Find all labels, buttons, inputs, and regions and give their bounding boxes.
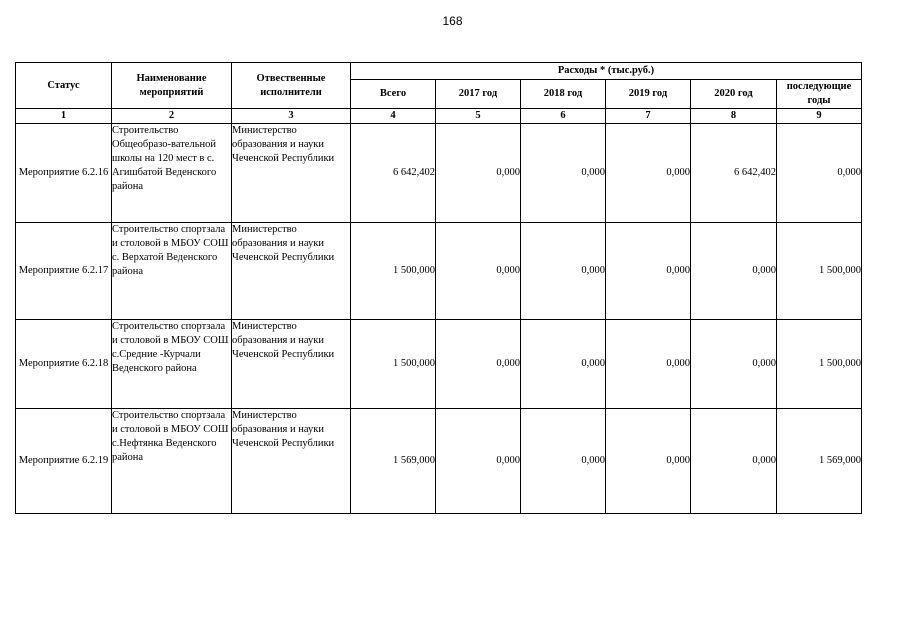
table-row [16, 320, 862, 409]
y2017-cell: 0,000 [436, 223, 521, 320]
total-cell: 1 500,000 [351, 223, 436, 320]
header-expenses: Расходы * (тыс.руб.) [351, 63, 862, 80]
y2018-cell: 0,000 [521, 124, 606, 223]
status-cell: Мероприятие 6.2.16 [16, 124, 112, 223]
header-name: Наименование мероприятий [112, 63, 232, 109]
y2019-cell: 0,000 [606, 223, 691, 320]
column-number: 5 [436, 109, 521, 124]
following-cell: 1 569,000 [777, 409, 862, 514]
y2020-cell: 6 642,402 [691, 124, 777, 223]
status-cell: Мероприятие 6.2.19 [16, 409, 112, 514]
executor-cell: Министерство образования и науки Чеченской Республики [232, 409, 351, 514]
name-cell: Строительство Общеобразо-вательной школы на 120 мест в с. Агишбатой Веденского района [112, 124, 232, 223]
header-2019: 2019 год [606, 80, 691, 109]
table-row [16, 223, 862, 320]
column-number: 4 [351, 109, 436, 124]
y2017-cell: 0,000 [436, 320, 521, 409]
header-following: последующие годы [777, 80, 862, 109]
table-row [16, 124, 862, 223]
following-cell: 1 500,000 [777, 320, 862, 409]
column-number: 2 [112, 109, 232, 124]
header-row [16, 63, 862, 80]
executor-cell: Министерство образования и науки Чеченской Республики [232, 223, 351, 320]
y2018-cell: 0,000 [521, 320, 606, 409]
following-cell: 1 500,000 [777, 223, 862, 320]
y2018-cell: 0,000 [521, 409, 606, 514]
column-number: 3 [232, 109, 351, 124]
executor-cell: Министерство образования и науки Чеченской Республики [232, 320, 351, 409]
header-executors: Отвественные исполнители [232, 63, 351, 109]
column-number: 1 [16, 109, 112, 124]
column-number: 6 [521, 109, 606, 124]
header-2018: 2018 год [521, 80, 606, 109]
header-2020: 2020 год [691, 80, 777, 109]
y2017-cell: 0,000 [436, 124, 521, 223]
total-cell: 1 500,000 [351, 320, 436, 409]
column-number-row [16, 109, 862, 124]
total-cell: 1 569,000 [351, 409, 436, 514]
executor-cell: Министерство образования и науки Чеченской Республики [232, 124, 351, 223]
name-cell: Строительство спортзала и столовой в МБОУ СОШ с.Средние -Курчали Веденского района [112, 320, 232, 409]
header-total: Всего [351, 80, 436, 109]
y2017-cell: 0,000 [436, 409, 521, 514]
y2020-cell: 0,000 [691, 223, 777, 320]
column-number: 9 [777, 109, 862, 124]
name-cell: Строительство спортзала и столовой в МБОУ СОШ с. Верхатой Веденского района [112, 223, 232, 320]
table-row [16, 409, 862, 514]
status-cell: Мероприятие 6.2.18 [16, 320, 112, 409]
status-cell: Мероприятие 6.2.17 [16, 223, 112, 320]
following-cell: 0,000 [777, 124, 862, 223]
name-cell: Строительство спортзала и столовой в МБОУ СОШ с.Нефтянка Веденского района [112, 409, 232, 514]
y2020-cell: 0,000 [691, 320, 777, 409]
header-2017: 2017 год [436, 80, 521, 109]
y2020-cell: 0,000 [691, 409, 777, 514]
page-number: 168 [442, 14, 463, 28]
y2019-cell: 0,000 [606, 409, 691, 514]
y2019-cell: 0,000 [606, 124, 691, 223]
expenses-table [15, 62, 862, 514]
header-status: Статус [16, 63, 112, 109]
total-cell: 6 642,402 [351, 124, 436, 223]
y2019-cell: 0,000 [606, 320, 691, 409]
y2018-cell: 0,000 [521, 223, 606, 320]
column-number: 7 [606, 109, 691, 124]
column-number: 8 [691, 109, 777, 124]
